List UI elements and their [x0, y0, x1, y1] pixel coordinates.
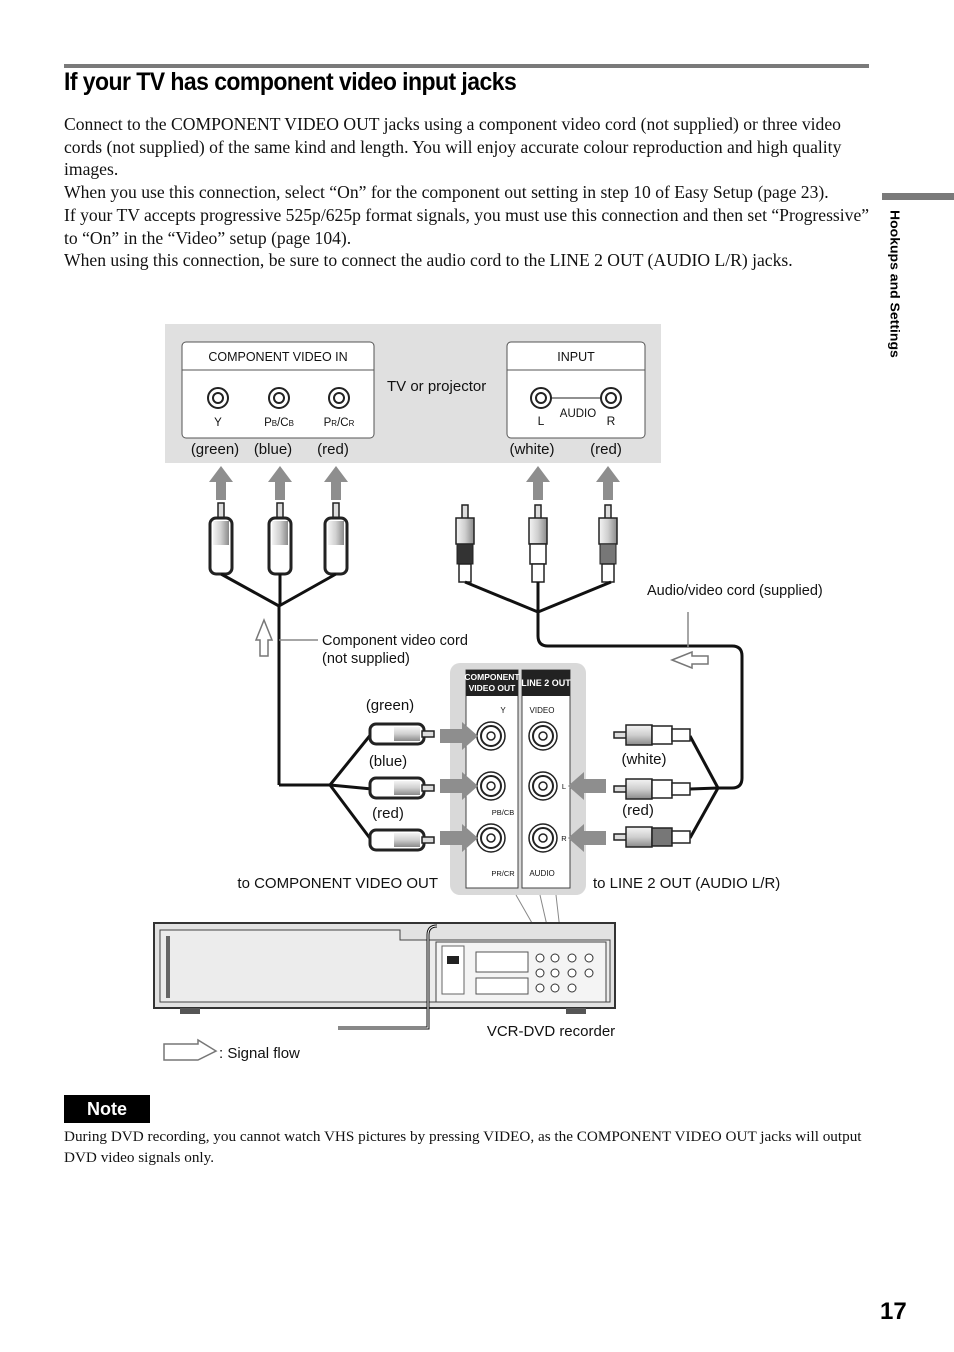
intro-paragraph: Connect to the COMPONENT VIDEO OUT jacks using a component video cord (not supplied) or three video cords (not supplied) of the same kind and length. You will enjoy accurate colour reproduction and high quality images. [64, 114, 842, 180]
signal-flow-legend-icon [164, 1040, 216, 1060]
note-text: During DVD recording, you cannot watch VHS pictures by pressing VIDEO, as the COMPONENT VIDEO OUT jacks will output DVD video signals only. [64, 1128, 862, 1166]
av-cord-label: Audio/video cord (supplied) [647, 583, 823, 599]
vcr-dvd-recorder [154, 923, 615, 1014]
side-tab-label: Hookups and Settings [887, 210, 903, 358]
signal-flow-left-icon [672, 652, 708, 668]
component-plugs-bottom [370, 724, 434, 850]
tv-green-label: (green) [190, 441, 240, 458]
intro-paragraph: When you use this connection, select “On” for the component out setting in step 10 of Easy Setup (page 23). [64, 182, 829, 203]
note-badge: Note [64, 1095, 150, 1123]
rec-jack-pb [477, 772, 505, 800]
rec-jack-y [477, 722, 505, 750]
tv-jack-pr-label: PR/CR [323, 417, 355, 429]
signal-flow-up-icon [256, 620, 272, 656]
tv-jack-audio-l [531, 388, 551, 408]
audio-l-label: L [537, 414, 545, 428]
plug-red-bottom-audio-2 [614, 827, 690, 847]
plug-green-bottom [370, 724, 434, 744]
rec-jack-l-label: L [561, 782, 567, 791]
tv-red-audio-label: (red) [590, 441, 622, 458]
rec-jack-pr [477, 824, 505, 852]
component-out-header-1: COMPONENT [464, 672, 520, 682]
tv-jack-y [208, 388, 228, 408]
tv-white-label: (white) [509, 441, 555, 458]
rec-jack-pr-label: PR/CR [491, 869, 515, 878]
component-cord [221, 574, 372, 841]
recorder-panel-closeup [450, 663, 586, 895]
plug-white-bottom [614, 725, 690, 745]
plug-blue-top [269, 503, 291, 574]
arrow-up-icon [596, 466, 620, 500]
component-cord-label-2: (not supplied) [322, 651, 410, 667]
to-line2-label: to LINE 2 OUT (AUDIO L/R) [593, 875, 781, 892]
audio-plugs-bottom [614, 725, 690, 847]
line2-out-header: LINE 2 OUT [521, 678, 571, 688]
plug-video-top [456, 505, 474, 582]
plug-red-top [325, 503, 347, 574]
rec-jack-r-label: R [561, 834, 567, 843]
tv-jack-pb-label: PB/CB [264, 417, 294, 429]
to-component-label: to COMPONENT VIDEO OUT [237, 875, 438, 892]
tv-blue-label: (blue) [253, 441, 293, 458]
component-video-in-label: COMPONENT VIDEO IN [208, 350, 348, 364]
page-heading: If your TV has component video input jacks [64, 68, 517, 96]
tv-jack-pb [269, 388, 289, 408]
plug-white-top [529, 505, 547, 582]
page-number: 17 [880, 1298, 907, 1325]
tv-jack-audio-r [601, 388, 621, 408]
arrow-up-icon [209, 466, 233, 500]
recorder-label: VCR-DVD recorder [486, 1023, 616, 1040]
tv-panel [165, 324, 661, 463]
plug-red-audio-top [599, 505, 617, 582]
rec-jack-y-label: Y [500, 706, 506, 715]
audio-r-label: R [606, 414, 616, 428]
plug-red-label: (red) [372, 805, 404, 822]
rec-jack-video-label: VIDEO [529, 706, 555, 715]
signal-flow-legend-label: : Signal flow [219, 1045, 300, 1062]
rec-jack-video [529, 722, 557, 750]
tv-red-label: (red) [317, 441, 349, 458]
component-out-header-2: VIDEO OUT [468, 683, 516, 693]
intro-paragraph: If your TV accepts progressive 525p/625p format signals, you must use this connection and then set “Progressive” to “On” in the “Video” setup (page 104). [64, 204, 870, 248]
rec-jack-l [529, 772, 557, 800]
plug-blue-label: (blue) [368, 753, 408, 770]
tv-input-arrows [209, 466, 620, 500]
intro-paragraph: When using this connection, be sure to connect the audio cord to the LINE 2 OUT (AUDIO L/R) jacks. [64, 250, 793, 271]
tv-jack-y-label: Y [214, 417, 222, 429]
rec-jack-r [529, 824, 557, 852]
component-plugs-top [210, 503, 347, 574]
plug-white-label: (white) [621, 751, 667, 768]
plug-green-label: (green) [365, 697, 415, 714]
rec-jack-pb-label: PB/CB [491, 808, 515, 817]
arrow-up-icon [526, 466, 550, 500]
component-cord-label-1: Component video cord [322, 633, 468, 649]
plug-red-audio-label: (red) [622, 802, 654, 819]
plug-blue-bottom [370, 778, 434, 798]
input-label: INPUT [557, 350, 595, 364]
plug-red-bottom [370, 830, 434, 850]
arrow-up-icon [268, 466, 292, 500]
audio-label: AUDIO [559, 408, 597, 420]
tv-jack-pr [329, 388, 349, 408]
av-plugs-top [456, 505, 617, 582]
arrow-up-icon [324, 466, 348, 500]
rec-jack-audio-label: AUDIO [529, 869, 555, 878]
tv-or-projector-label: TV or projector [387, 378, 487, 395]
plug-red-bottom-audio [614, 779, 690, 799]
plug-green-top [210, 503, 232, 574]
